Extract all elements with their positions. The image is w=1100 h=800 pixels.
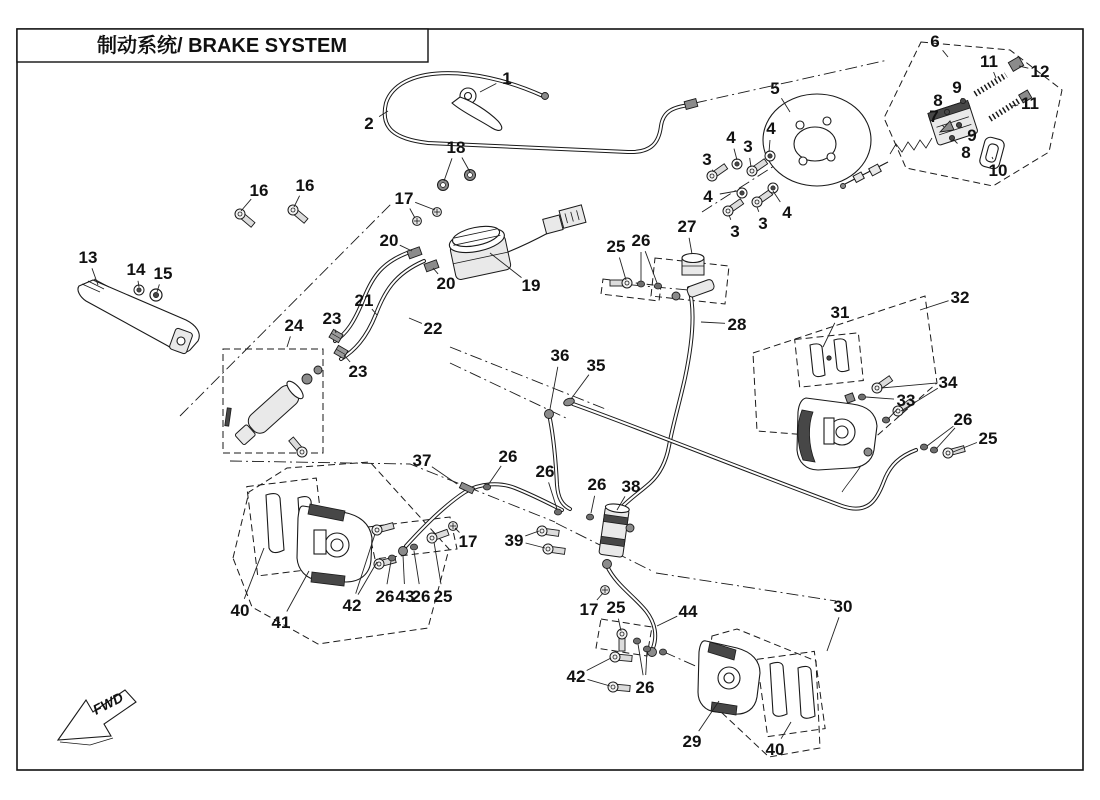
page-frame (17, 29, 1083, 770)
part-label-10: 10 (988, 161, 1008, 180)
washer-26 (654, 283, 661, 289)
bolt-25 (610, 278, 632, 288)
brake-pedal-assembly (78, 203, 309, 354)
pad-31 (834, 339, 849, 372)
part-label-4: 4 (766, 119, 776, 138)
pad-40 (266, 494, 284, 553)
part-label-25: 25 (433, 587, 453, 606)
ball-9 (960, 98, 965, 103)
part-label-42: 42 (566, 667, 586, 686)
part-label-41: 41 (271, 613, 291, 632)
leader-line-30 (827, 617, 839, 651)
leader-line-17 (415, 202, 435, 210)
page-title: 制动系统/ BRAKE SYSTEM (96, 35, 348, 57)
leader-line-44 (657, 616, 677, 626)
part-label-26: 26 (635, 678, 655, 697)
leader-line-26 (646, 651, 647, 675)
bolt-25 (426, 527, 450, 544)
screw-17 (413, 217, 422, 226)
leader-line-1 (480, 84, 496, 93)
pad-40 (798, 666, 815, 718)
bolt-3 (721, 197, 745, 218)
part-label-8: 8 (961, 143, 971, 162)
part-label-19: 19 (521, 276, 541, 295)
part-label-44: 44 (678, 602, 698, 621)
leader-line-25 (434, 542, 441, 584)
part-label-18: 18 (446, 138, 466, 157)
part-label-29: 29 (682, 732, 702, 751)
leader-line-11 (994, 72, 996, 78)
part-label-25: 25 (606, 598, 626, 617)
junction-38 (599, 507, 629, 558)
leader-line-11 (1012, 105, 1018, 106)
part-label-1: 1 (502, 69, 512, 88)
bolt-42 (608, 682, 631, 694)
part-label-16: 16 (249, 181, 269, 200)
leader-line-4 (720, 191, 737, 194)
part-label-28: 28 (727, 315, 747, 334)
leader-line-3 (750, 158, 751, 167)
fitting-20 (424, 260, 439, 272)
bolt-3 (745, 157, 769, 178)
part-label-3: 3 (730, 222, 740, 241)
part-label-32: 32 (950, 288, 970, 307)
washer-26 (659, 649, 666, 655)
part-label-40: 40 (765, 740, 785, 759)
part-label-7: 7 (929, 107, 939, 126)
fwd-label: FWD (90, 688, 126, 718)
washer-26 (554, 509, 561, 515)
part-label-5: 5 (770, 79, 780, 98)
screw-17 (433, 208, 442, 217)
brake-disc-assembly (705, 94, 871, 218)
bolt-39 (536, 525, 559, 538)
part-label-9: 9 (952, 78, 962, 97)
leader-line-26 (927, 426, 953, 446)
part-label-31: 31 (830, 303, 850, 322)
screw-17 (601, 586, 610, 595)
washer-26 (586, 514, 593, 520)
part-label-3: 3 (702, 150, 712, 169)
part-label-39: 39 (504, 531, 524, 550)
washer-26 (920, 444, 927, 450)
part-label-26: 26 (498, 447, 518, 466)
nut-18 (438, 180, 449, 191)
part-label-26: 26 (953, 410, 973, 429)
rod-11 (990, 100, 1020, 119)
leader-line-27 (689, 238, 692, 254)
rear-right-caliper-assembly (601, 560, 815, 719)
part-label-26: 26 (587, 475, 607, 494)
part-label-20: 20 (379, 231, 399, 250)
front-reservoir-assembly (407, 170, 586, 281)
hose-21 (335, 250, 416, 341)
port-fitting (314, 366, 322, 374)
leader-line-26 (488, 466, 501, 485)
part-label-22: 22 (423, 319, 443, 338)
part-number-callouts (79, 32, 1050, 759)
leader-line-22 (409, 318, 422, 323)
sensor-wire (508, 233, 548, 252)
leader-line-16 (294, 196, 300, 207)
parking-cable-2 (385, 73, 690, 152)
leader-line-34 (881, 383, 936, 388)
washer-15 (150, 289, 162, 301)
part-label-23: 23 (348, 362, 368, 381)
leader-line-43 (403, 555, 404, 584)
part-label-21: 21 (354, 291, 374, 310)
washer-26 (388, 555, 395, 561)
part-label-33: 33 (896, 391, 916, 410)
leader-line-26 (645, 251, 657, 283)
part-label-16: 16 (295, 176, 315, 195)
boundary-bottom-pads-40 (757, 651, 825, 736)
leader-line-6 (943, 50, 948, 57)
part-label-42: 42 (342, 596, 362, 615)
leader-line-20 (400, 245, 412, 251)
bolt-34 (870, 374, 894, 395)
washer-33 (858, 394, 865, 400)
bolt-16 (233, 207, 256, 229)
part-label-38: 38 (621, 477, 641, 496)
part-label-27: 27 (677, 217, 697, 236)
part-label-6: 6 (930, 32, 940, 51)
leader-line-40 (244, 548, 264, 599)
leader-line-18 (444, 158, 452, 181)
part-label-13: 13 (78, 248, 98, 267)
leader-line-3 (757, 207, 759, 212)
leader-line-37 (432, 467, 457, 484)
cable-end-fitting (684, 99, 698, 110)
leader-line-4 (734, 149, 737, 160)
part-label-2: 2 (364, 114, 374, 133)
banjo (603, 560, 612, 569)
part-label-4: 4 (703, 187, 713, 206)
leader-line-24 (287, 336, 290, 347)
rod-11 (975, 75, 1006, 94)
washer-4 (765, 151, 775, 161)
part-label-3: 3 (743, 137, 753, 156)
bolt-small (287, 436, 309, 459)
part-label-43: 43 (395, 587, 415, 606)
part-label-30: 30 (833, 597, 853, 616)
leader-line-42 (587, 658, 611, 671)
leader-line-18 (462, 158, 470, 173)
elbow-36 (545, 410, 554, 419)
part-label-3: 3 (758, 214, 768, 233)
part-label-26: 26 (375, 587, 395, 606)
pad-31 (810, 344, 825, 377)
leader-line-40 (781, 722, 791, 739)
ball-8 (944, 109, 949, 114)
foot-master-cylinder-assembly (225, 329, 348, 459)
washer-26 (633, 638, 640, 644)
part-label-36: 36 (550, 346, 570, 365)
washer-4 (737, 188, 747, 198)
leader-line-35 (571, 375, 589, 399)
leader-line-26 (591, 496, 595, 513)
part-label-26: 26 (411, 587, 431, 606)
part-label-11: 11 (980, 52, 998, 71)
part-label-15: 15 (153, 264, 173, 283)
banjo (864, 448, 872, 456)
bleeder (845, 393, 855, 403)
leader-line-16 (241, 199, 251, 211)
leader-line-28 (701, 322, 725, 323)
part-label-4: 4 (726, 128, 736, 147)
part-label-40: 40 (230, 601, 250, 620)
washer-4 (732, 159, 742, 169)
leader-line-26 (936, 428, 955, 449)
leader-line-42 (588, 679, 611, 686)
part-label-35: 35 (586, 356, 606, 375)
leader-line-39 (525, 531, 539, 536)
part-label-26: 26 (535, 462, 555, 481)
leader-line-32 (920, 301, 949, 310)
part-label-25: 25 (606, 237, 626, 256)
border (17, 29, 1083, 770)
fitting-20 (407, 247, 422, 259)
leader-line-17 (410, 209, 415, 219)
leader-line-4 (773, 191, 780, 202)
part-label-34: 34 (938, 373, 958, 392)
part-label-8: 8 (933, 91, 943, 110)
leader-line-25 (619, 258, 626, 281)
banjo (672, 292, 680, 300)
rear-reservoir-assembly (610, 254, 715, 301)
banjo-43 (399, 547, 408, 556)
part-label-17: 17 (394, 189, 414, 208)
leader-line-8 (946, 109, 947, 110)
part-label-4: 4 (782, 203, 792, 222)
bolt-39 (542, 543, 565, 556)
bolt-16 (286, 203, 309, 225)
leader-line-26 (414, 551, 419, 584)
part-label-11: 11 (1021, 94, 1039, 113)
part-label-12: 12 (1030, 62, 1050, 81)
bolt-42 (371, 521, 395, 536)
part-label-26: 26 (631, 231, 651, 250)
leader-line-31 (823, 323, 835, 347)
part-label-17: 17 (579, 600, 599, 619)
clevis-pin (225, 408, 231, 426)
part-label-23: 23 (322, 309, 342, 328)
washer-26 (637, 281, 644, 287)
lever-arm (452, 97, 502, 130)
washer-26 (410, 544, 417, 550)
part-label-20: 20 (436, 274, 456, 293)
leader-line-17 (597, 593, 603, 600)
leader-line-36 (550, 367, 558, 409)
hose-22 (341, 261, 424, 359)
part-label-37: 37 (412, 451, 432, 470)
fwd-marker (58, 689, 136, 745)
part-label-17: 17 (458, 532, 478, 551)
bolt-25 (617, 629, 627, 651)
port-fitting (302, 374, 312, 384)
washer-26 (483, 484, 490, 490)
part-label-14: 14 (126, 260, 146, 279)
leader-line-3 (712, 170, 713, 171)
part-label-9: 9 (967, 126, 977, 145)
leader-line-39 (526, 543, 545, 548)
leader-line-33 (866, 397, 894, 399)
leader-line-41 (287, 571, 309, 612)
part-label-24: 24 (284, 316, 304, 335)
pad-40 (770, 662, 787, 716)
part-label-25: 25 (978, 429, 998, 448)
leader-line-26 (638, 644, 643, 675)
